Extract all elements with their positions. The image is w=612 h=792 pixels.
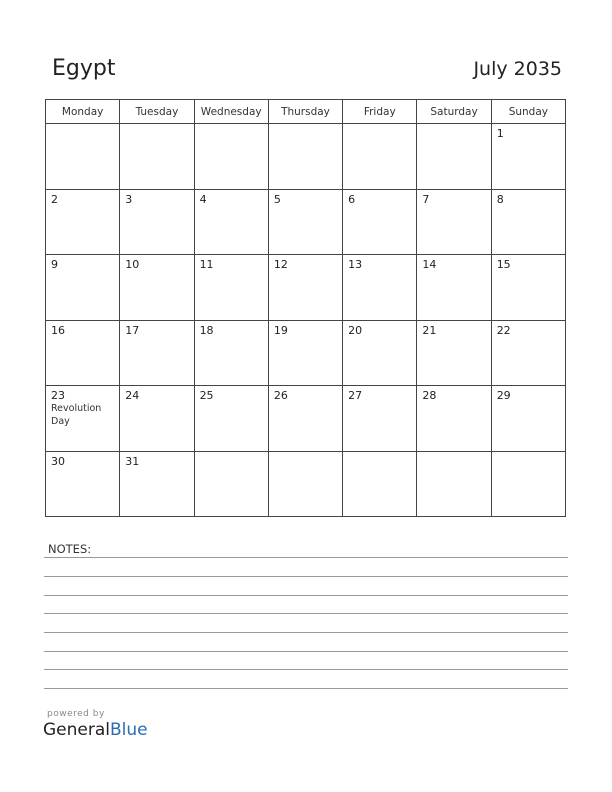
weekday-sunday: Sunday [491,100,565,124]
day-number: 20 [348,323,363,337]
day-number: 15 [496,258,511,271]
day-cell [46,451,120,517]
note-line [44,632,568,633]
day-cell [120,124,194,190]
day-number: 22 [496,323,511,337]
day-number: 16 [51,323,65,337]
day-number: 12 [273,258,288,271]
month-year-title: July 2035 [473,58,562,80]
day-cell [120,255,194,321]
day-cell [417,189,491,255]
day-cell [491,124,565,190]
day-cell [491,255,565,321]
day-number: 1 [496,127,504,140]
day-cell [491,386,565,452]
brand-logo[interactable] [43,720,148,740]
day-number: 5 [273,192,281,206]
day-number: 26 [273,389,288,402]
week-row [46,451,566,517]
day-number: 21 [422,323,437,337]
brand-name-general: General [43,720,110,740]
note-line [44,557,568,558]
day-cell [46,255,120,321]
day-number: 27 [348,389,363,402]
day-number: 29 [496,389,511,402]
day-cell [417,451,491,517]
weekday-header-row [46,100,566,124]
day-cell [46,189,120,255]
day-cell [417,255,491,321]
day-number: 8 [496,192,504,206]
weekday-friday: Friday [343,100,417,124]
note-line [44,595,568,596]
day-number: 18 [199,323,214,337]
brand-name-blue: Blue [110,720,148,740]
day-cell [417,320,491,386]
day-cell [343,255,417,321]
day-cell [194,451,268,517]
day-cell [194,320,268,386]
day-cell [120,451,194,517]
day-cell [417,124,491,190]
day-cell [491,451,565,517]
day-cell [194,386,268,452]
calendar-grid [45,99,566,517]
note-line [44,576,568,577]
country-title: Egypt [52,56,116,81]
weekday-tuesday: Tuesday [120,100,194,124]
day-cell [417,386,491,452]
day-cell [268,320,342,386]
day-cell [268,255,342,321]
day-number: 30 [51,454,65,468]
day-cell [343,451,417,517]
powered-by-text: powered by [47,709,105,719]
day-number: 10 [125,258,140,271]
notes-label: NOTES: [48,542,92,556]
day-number: 4 [199,192,207,206]
day-cell [46,386,120,452]
day-cell [46,320,120,386]
day-number: 13 [348,258,363,271]
note-line [44,688,568,689]
week-row [46,189,566,255]
day-number: 9 [51,258,58,271]
day-cell [194,124,268,190]
note-line [44,651,568,652]
day-cell [268,124,342,190]
day-number: 6 [348,192,356,206]
day-cell [343,320,417,386]
day-cell [120,320,194,386]
day-number: 28 [422,389,437,402]
day-cell [120,386,194,452]
weekday-saturday: Saturday [417,100,491,124]
holiday-label: Revolution Day [51,403,102,427]
day-number: 14 [422,258,437,271]
day-number: 24 [125,389,140,402]
week-row [46,255,566,321]
day-cell [268,386,342,452]
day-number: 31 [125,454,140,468]
day-cell [268,189,342,255]
week-row [46,386,566,452]
day-number: 11 [199,258,214,271]
day-cell [343,386,417,452]
day-number: 19 [273,323,288,337]
day-number: 23 [51,389,65,402]
day-cell [343,124,417,190]
day-cell [491,189,565,255]
day-cell [120,189,194,255]
weekday-thursday: Thursday [268,100,342,124]
week-row [46,124,566,190]
day-cell [194,189,268,255]
weekday-wednesday: Wednesday [194,100,268,124]
day-number: 3 [125,192,133,206]
weekday-monday: Monday [46,100,120,124]
day-cell [194,255,268,321]
day-cell [343,189,417,255]
day-cell [268,451,342,517]
day-cell [46,124,120,190]
note-line [44,613,568,614]
day-number: 17 [125,323,140,337]
day-number: 25 [199,389,214,402]
day-number: 2 [51,192,58,206]
day-number: 7 [422,192,430,206]
note-line [44,669,568,670]
week-row [46,320,566,386]
day-cell [491,320,565,386]
